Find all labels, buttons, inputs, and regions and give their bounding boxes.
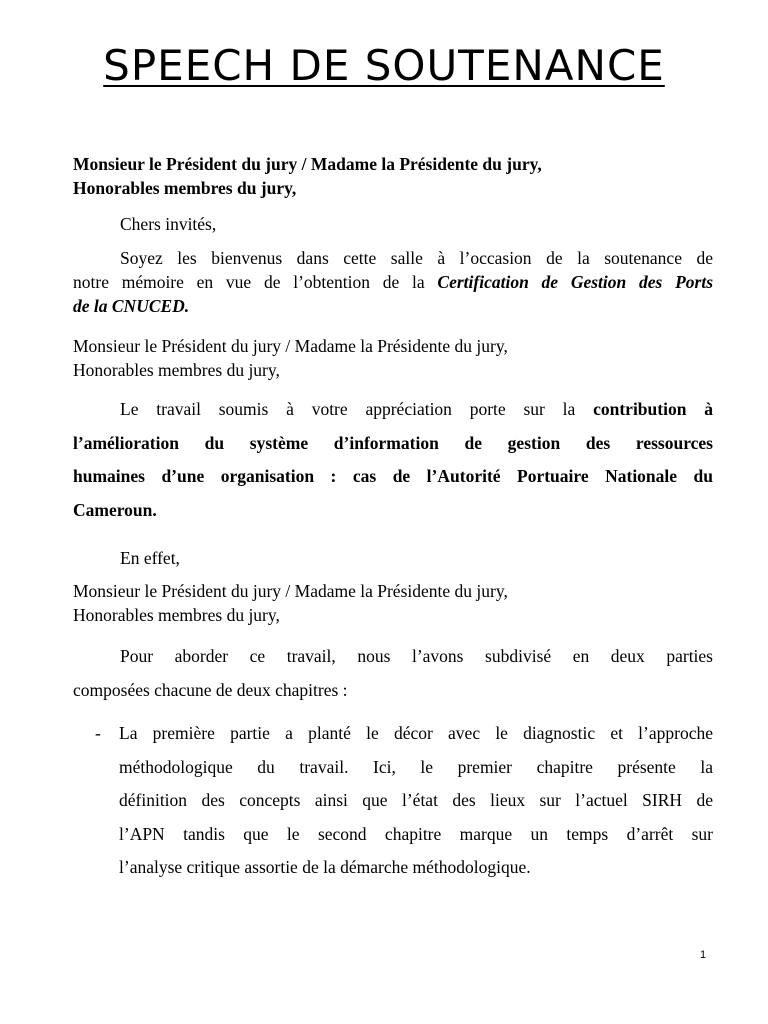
paragraph-line: composées chacune de deux chapitres : (73, 679, 348, 700)
paragraph-line: définition des concepts ainsi que l’état des lieux sur l’actuel SIRH de (119, 790, 713, 810)
paragraph-line: humaines d’une organisation : cas de l’Autorité Portuaire Nationale du (73, 466, 713, 486)
emphasis-text: Certification de Gestion des Ports (437, 272, 714, 292)
welcome-paragraph (73, 246, 713, 318)
paragraph-line (73, 393, 713, 427)
paragraph-line: Chers invités, (120, 214, 217, 234)
list-item-text (119, 717, 713, 885)
paragraph-line: En effet, (120, 548, 180, 568)
paragraph-line (73, 270, 713, 294)
paragraph-line: méthodologique du travail. Ici, le premier chapitre présente la (119, 756, 713, 777)
salutation-line: Honorables membres du jury, (73, 360, 280, 380)
salutation-line: Monsieur le Président du jury / Madame la Présidente du jury, (73, 154, 542, 174)
emphasis-text: contribution à (593, 399, 713, 419)
subject-paragraph (73, 393, 713, 527)
transition-text (73, 546, 713, 570)
page-number: 1 (700, 949, 707, 961)
paragraph-line: La première partie a planté le décor avec le diagnostic et l’approche (119, 723, 713, 743)
page-title (0, 40, 768, 92)
salutation (73, 334, 713, 382)
salutation (73, 579, 713, 627)
salutation-bold (73, 152, 713, 200)
paragraph-line: Cameroun. (73, 499, 157, 520)
structure-paragraph (73, 640, 713, 707)
bullet-dash: - (95, 723, 101, 743)
salutation-line: Honorables membres du jury, (73, 605, 280, 625)
salutation-line: Monsieur le Président du jury / Madame la Présidente du jury, (73, 581, 508, 601)
text-run: Le travail soumis à votre appréciation porte sur la (120, 399, 594, 419)
greeting-guests (73, 212, 713, 236)
paragraph-line: Pour aborder ce travail, nous l’avons subdivisé en deux parties (120, 646, 713, 666)
text-run: notre mémoire en vue de l’obtention de la (73, 272, 438, 292)
title-text: SPEECH DE SOUTENANCE (103, 41, 665, 90)
paragraph-line: l’APN tandis que le second chapitre marque un temps d’arrêt sur (119, 823, 713, 844)
emphasis-text: de la CNUCED. (73, 296, 190, 316)
salutation-line: Honorables membres du jury, (73, 178, 297, 198)
salutation-line: Monsieur le Président du jury / Madame la Présidente du jury, (73, 336, 508, 356)
paragraph-line: Soyez les bienvenus dans cette salle à l’occasion de la soutenance de (120, 248, 713, 268)
paragraph-line: l’amélioration du système d’information de gestion des ressources (73, 432, 713, 453)
paragraph-line: l’analyse critique assortie de la démarche méthodologique. (119, 857, 531, 877)
